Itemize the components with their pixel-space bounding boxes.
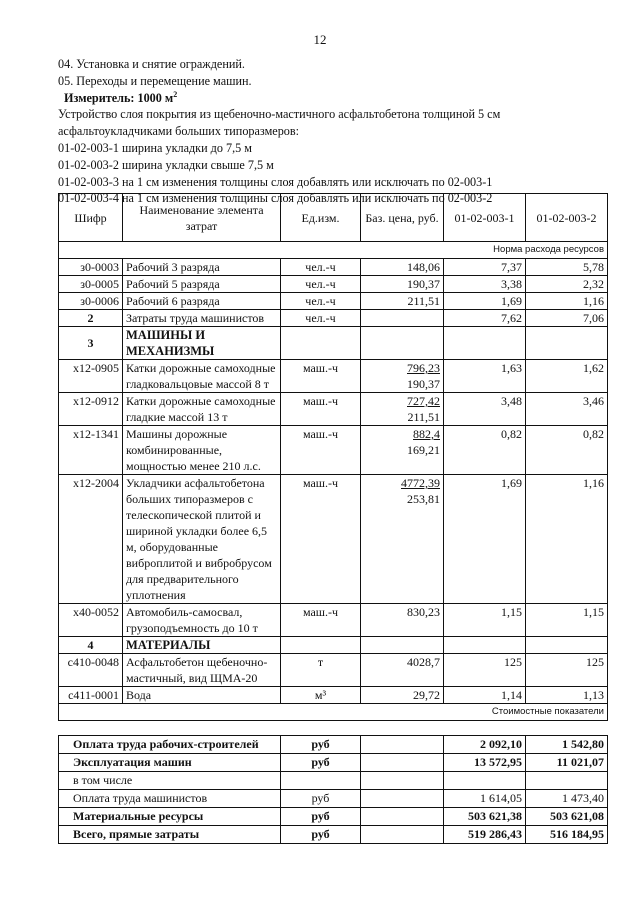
row-unit: маш.-ч — [281, 426, 361, 475]
row-price-sub: 211,51 — [407, 410, 440, 424]
row-value-1: 3,48 — [444, 393, 526, 426]
row-value-2: 125 — [526, 654, 608, 687]
section-2-name: Затраты труда машинистов — [123, 310, 281, 327]
row-name: Катки дорожные самоходные гладкие массой 13 т — [123, 393, 281, 426]
row-value-1: 1,69 — [444, 293, 526, 310]
row-name: Укладчики асфальтобетона больших типоразмеров с телескопической плитой и шириной укладки более 6,5 м, оборудованные виброплитой и вибробрусом для предварительного уплотнения — [123, 475, 281, 604]
section-3-value-2 — [526, 327, 608, 360]
table-row — [59, 687, 608, 704]
row-price-main: 4772,39 — [401, 476, 440, 490]
row-price-main: 882,4 — [413, 427, 440, 441]
totals-value-1: 519 286,43 — [444, 826, 526, 844]
row-value-2: 5,78 — [526, 259, 608, 276]
row-unit: чел.-ч — [281, 259, 361, 276]
section-3-unit — [281, 327, 361, 360]
row-price — [361, 475, 444, 604]
totals-empty — [361, 736, 444, 754]
intro-item-1: 04. Установка и снятие ограждений. — [58, 57, 245, 71]
row-value-1: 125 — [444, 654, 526, 687]
totals-unit: руб — [281, 754, 361, 772]
section-2-row — [59, 310, 608, 327]
work-description: Устройство слоя покрытия из щебеночно-мастичного асфальтобетона толщиной 5 см асфальтоукладчиками больших типоразмеров: — [58, 107, 501, 139]
totals-empty — [361, 772, 444, 790]
section-3-row — [59, 327, 608, 360]
code-line-1: 01-02-003-1 ширина укладки до 7,5 м — [58, 140, 253, 155]
table-row — [59, 259, 608, 276]
section-4-price — [361, 637, 444, 654]
row-value-2: 1,16 — [526, 293, 608, 310]
row-unit: маш.-ч — [281, 604, 361, 637]
row-price-main: 727,42 — [407, 394, 440, 408]
cost-label-row — [59, 704, 608, 721]
totals-row — [59, 790, 608, 808]
row-price — [361, 360, 444, 393]
totals-value-1: 13 572,95 — [444, 754, 526, 772]
totals-value-2: 516 184,95 — [526, 826, 608, 844]
row-price-sub: 253,81 — [407, 492, 440, 506]
row-code: х12-0912 — [59, 393, 123, 426]
totals-empty — [361, 826, 444, 844]
row-price — [361, 393, 444, 426]
table-row — [59, 475, 608, 604]
row-unit: маш.-ч — [281, 360, 361, 393]
row-price: 148,06 — [361, 259, 444, 276]
totals-empty — [361, 808, 444, 826]
totals-name: Оплата труда рабочих-строителей — [59, 736, 281, 754]
section-2-value-1: 7,62 — [444, 310, 526, 327]
row-code: х40-0052 — [59, 604, 123, 637]
header-unit: Ед.изм. — [281, 194, 361, 242]
section-3-name: МАШИНЫ И МЕХАНИЗМЫ — [123, 327, 281, 360]
meter-label: Измеритель: 1000 $м^2$ — [64, 89, 178, 105]
totals-unit: руб — [281, 736, 361, 754]
totals-row — [59, 808, 608, 826]
row-price-sub: 190,37 — [407, 377, 440, 391]
section-4-name: МАТЕРИАЛЫ — [123, 637, 281, 654]
section-3-price — [361, 327, 444, 360]
row-name: Автомобиль-самосвал, грузоподъемность до 10 т — [123, 604, 281, 637]
totals-value-1: 503 621,38 — [444, 808, 526, 826]
row-name: Машины дорожные комбинированные, мощностью менее 210 л.с. — [123, 426, 281, 475]
totals-value-2: 503 621,08 — [526, 808, 608, 826]
section-3-value-1 — [444, 327, 526, 360]
totals-empty — [361, 754, 444, 772]
header-price: Баз. цена, руб. — [361, 194, 444, 242]
row-code: х12-0905 — [59, 360, 123, 393]
row-value-2: 1,62 — [526, 360, 608, 393]
row-price: 4028,7 — [361, 654, 444, 687]
norm-label: Норма расхода ресурсов — [59, 242, 608, 259]
table-row — [59, 426, 608, 475]
header-name: Наименование элемента затрат — [123, 194, 281, 242]
row-price: 211,51 — [361, 293, 444, 310]
row-value-2: 0,82 — [526, 426, 608, 475]
totals-value-2: 1 542,80 — [526, 736, 608, 754]
row-value-1: 3,38 — [444, 276, 526, 293]
section-4-code: 4 — [59, 637, 123, 654]
totals-value-2: 1 473,40 — [526, 790, 608, 808]
row-code: с410-0048 — [59, 654, 123, 687]
intro-section — [58, 56, 608, 207]
row-unit: чел.-ч — [281, 293, 361, 310]
row-price: 190,37 — [361, 276, 444, 293]
totals-unit: руб — [281, 808, 361, 826]
header-col1: 01-02-003-1 — [444, 194, 526, 242]
row-price: 29,72 — [361, 687, 444, 704]
row-code: х12-2004 — [59, 475, 123, 604]
table-header-row — [59, 194, 608, 242]
row-value-2: 2,32 — [526, 276, 608, 293]
row-code: з0-0006 — [59, 293, 123, 310]
totals-row — [59, 754, 608, 772]
page-number: 12 — [313, 32, 327, 47]
row-value-1: 7,37 — [444, 259, 526, 276]
row-price-main: 796,23 — [407, 361, 440, 375]
code-line-2: 01-02-003-2 ширина укладки свыше 7,5 м — [58, 157, 274, 172]
totals-unit — [281, 772, 361, 790]
row-name: Вода — [123, 687, 281, 704]
totals-row — [59, 736, 608, 754]
row-name: Асфальтобетон щебеночно-мастичный, вид ЩМА-20 — [123, 654, 281, 687]
totals-unit: руб — [281, 826, 361, 844]
row-value-1: 1,63 — [444, 360, 526, 393]
header-code: Шифр — [59, 194, 123, 242]
row-name: Рабочий 5 разряда — [123, 276, 281, 293]
totals-name: Всего, прямые затраты — [59, 826, 281, 844]
row-value-2: 1,16 — [526, 475, 608, 604]
totals-name: Материальные ресурсы — [59, 808, 281, 826]
table-row — [59, 604, 608, 637]
section-4-row — [59, 637, 608, 654]
row-unit: маш.-ч — [281, 475, 361, 604]
table-row — [59, 393, 608, 426]
row-name: Рабочий 3 разряда — [123, 259, 281, 276]
resource-table — [58, 193, 608, 721]
code-line-3: 01-02-003-3 на 1 см изменения толщины слоя добавлять или исключать по 02-003-1 — [58, 174, 493, 189]
row-value-2: 1,13 — [526, 687, 608, 704]
row-unit: чел.-ч — [281, 276, 361, 293]
section-3-code: 3 — [59, 327, 123, 360]
header-col2: 01-02-003-2 — [526, 194, 608, 242]
totals-name: в том числе — [59, 772, 281, 790]
row-code: з0-0003 — [59, 259, 123, 276]
row-name: Рабочий 6 разряда — [123, 293, 281, 310]
totals-value-1: 2 092,10 — [444, 736, 526, 754]
section-2-code: 2 — [59, 310, 123, 327]
row-value-1: 1,14 — [444, 687, 526, 704]
totals-row — [59, 826, 608, 844]
table-row — [59, 654, 608, 687]
totals-value-2: 11 021,07 — [526, 754, 608, 772]
totals-unit: руб — [281, 790, 361, 808]
norm-label-row — [59, 242, 608, 259]
row-code: с411-0001 — [59, 687, 123, 704]
row-code: х12-1341 — [59, 426, 123, 475]
row-code: з0-0005 — [59, 276, 123, 293]
row-value-1: 0,82 — [444, 426, 526, 475]
row-unit: маш.-ч — [281, 393, 361, 426]
section-4-value-2 — [526, 637, 608, 654]
row-value-1: 1,69 — [444, 475, 526, 604]
row-unit: т — [281, 654, 361, 687]
cost-label: Стоимостные показатели — [59, 704, 608, 721]
table-row — [59, 360, 608, 393]
section-2-value-2: 7,06 — [526, 310, 608, 327]
row-price: 830,23 — [361, 604, 444, 637]
totals-name: Оплата труда машинистов — [59, 790, 281, 808]
row-name: Катки дорожные самоходные гладковальцовые массой 8 т — [123, 360, 281, 393]
row-value-1: 1,15 — [444, 604, 526, 637]
section-4-unit — [281, 637, 361, 654]
totals-value-2 — [526, 772, 608, 790]
code-line-4: 01-02-003-4 на 1 см изменения толщины слоя добавлять или исключать по 02-003-2 — [58, 191, 493, 206]
section-4-value-1 — [444, 637, 526, 654]
row-price — [361, 426, 444, 475]
section-2-price — [361, 310, 444, 327]
totals-name: Эксплуатация машин — [59, 754, 281, 772]
totals-empty — [361, 790, 444, 808]
row-value-2: 1,15 — [526, 604, 608, 637]
totals-table — [58, 735, 608, 844]
row-price-sub: 169,21 — [407, 443, 440, 457]
totals-value-1: 1 614,05 — [444, 790, 526, 808]
totals-row — [59, 772, 608, 790]
table-row — [59, 276, 608, 293]
table-row — [59, 293, 608, 310]
row-value-2: 3,46 — [526, 393, 608, 426]
row-unit: м³ — [281, 687, 361, 704]
section-2-unit: чел.-ч — [281, 310, 361, 327]
intro-item-2: 05. Переходы и перемещение машин. — [58, 73, 252, 88]
totals-value-1 — [444, 772, 526, 790]
